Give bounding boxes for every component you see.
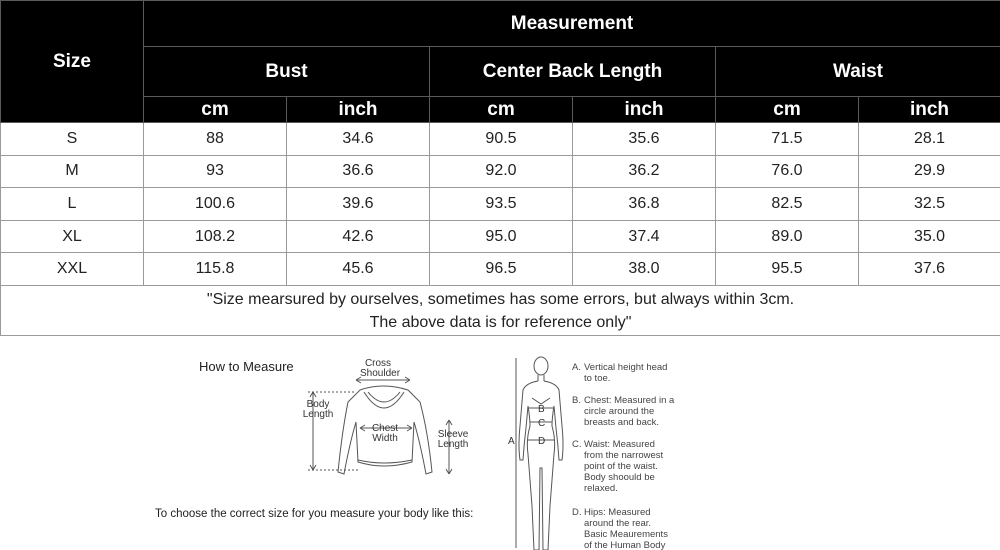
length-label: Length	[437, 439, 469, 450]
table-cell: 35.0	[859, 220, 1000, 253]
size-cell: XL	[1, 220, 144, 253]
table-cell: 82.5	[716, 188, 859, 221]
unit-header: inch	[287, 97, 430, 123]
instruction-d	[572, 507, 668, 550]
note-line: The above data is for reference only"	[369, 313, 632, 331]
instruction-line: from the narrowest	[584, 450, 664, 461]
instruction-line: Basic Meaurements	[584, 529, 668, 540]
size-cell: M	[1, 155, 144, 188]
unit-header: cm	[144, 97, 287, 123]
figure-letter-b: B	[538, 404, 545, 415]
instruction-line: Chest: Measured in a	[584, 395, 675, 406]
choose-size-instruction: To choose the correct size for you measure your body like this:	[155, 508, 474, 520]
table-cell: 89.0	[716, 220, 859, 253]
size-cell: XXL	[1, 253, 144, 286]
instruction-key: C.	[572, 439, 582, 450]
unit-header: cm	[716, 97, 859, 123]
table-cell: 96.5	[430, 253, 573, 286]
waist-header: Waist	[716, 47, 1000, 97]
instruction-line: Body shoould be	[584, 472, 655, 483]
unit-header: inch	[573, 97, 716, 123]
unit-header: inch	[859, 97, 1000, 123]
table-row	[1, 155, 1000, 188]
table-cell: 28.1	[859, 123, 1000, 156]
figure-letter-c: C	[538, 418, 546, 429]
instruction-line: around the rear.	[584, 518, 652, 529]
figure-letter-a: A	[508, 436, 515, 447]
table-cell: 90.5	[430, 123, 573, 156]
figure-letter-d: D	[538, 436, 546, 447]
instruction-line: Waist: Measured	[584, 439, 655, 450]
instruction-b	[572, 395, 675, 428]
instruction-line: circle around the	[584, 406, 655, 417]
instruction-key: D.	[572, 507, 582, 518]
table-cell: 88	[144, 123, 287, 156]
unit-header: cm	[430, 97, 573, 123]
instruction-line: of the Human Body	[584, 540, 666, 550]
length-label: Length	[302, 409, 334, 420]
table-cell: 35.6	[573, 123, 716, 156]
table-cell: 38.0	[573, 253, 716, 286]
instruction-line: relaxed.	[584, 483, 618, 494]
table-cell: 95.0	[430, 220, 573, 253]
table-cell: 93.5	[430, 188, 573, 221]
note-line: "Size mearsured by ourselves, sometimes has some errors, but always within 3cm.	[206, 290, 795, 308]
table-cell: 36.2	[573, 155, 716, 188]
table-row	[1, 220, 1000, 253]
bust-header: Bust	[144, 47, 430, 97]
instruction-line: breasts and back.	[584, 417, 659, 428]
table-cell: 95.5	[716, 253, 859, 286]
measurement-header: Measurement	[144, 1, 1000, 47]
sleeve-label: Sleeve	[437, 429, 469, 440]
how-to-measure-section	[0, 340, 1000, 550]
table-cell: 92.0	[430, 155, 573, 188]
reference-note	[1, 285, 1000, 335]
chest-label: Chest	[371, 423, 399, 434]
table-cell: 71.5	[716, 123, 859, 156]
table-cell: 32.5	[859, 188, 1000, 221]
table-cell: 36.6	[287, 155, 430, 188]
instruction-key: B.	[572, 395, 581, 406]
instruction-c	[572, 439, 664, 494]
table-row	[1, 253, 1000, 286]
size-cell: L	[1, 188, 144, 221]
shoulder-label: Shoulder	[360, 368, 401, 379]
center-back-length-header: Center Back Length	[430, 47, 716, 97]
table-row	[1, 188, 1000, 221]
table-cell: 42.6	[287, 220, 430, 253]
table-cell: 76.0	[716, 155, 859, 188]
instruction-key: A.	[572, 362, 581, 373]
width-label: Width	[372, 433, 398, 444]
table-cell: 37.6	[859, 253, 1000, 286]
instruction-line: Vertical height head	[584, 362, 668, 373]
table-cell: 100.6	[144, 188, 287, 221]
table-cell: 45.6	[287, 253, 430, 286]
instruction-a	[572, 362, 668, 384]
table-cell: 29.9	[859, 155, 1000, 188]
instruction-line: point of the waist.	[584, 461, 658, 472]
table-cell: 39.6	[287, 188, 430, 221]
cross-label: Cross	[364, 358, 392, 369]
how-to-measure-title: How to Measure	[199, 359, 294, 374]
table-cell: 37.4	[573, 220, 716, 253]
instruction-line: Hips: Measured	[584, 507, 651, 518]
body-label: Body	[306, 399, 330, 410]
table-cell: 108.2	[144, 220, 287, 253]
body-figure-icon	[508, 356, 572, 550]
instruction-line: to toe.	[584, 373, 611, 384]
table-cell: 115.8	[144, 253, 287, 286]
size-cell: S	[1, 123, 144, 156]
table-row	[1, 123, 1000, 156]
table-cell: 34.6	[287, 123, 430, 156]
size-header: Size	[1, 1, 144, 123]
table-cell: 93	[144, 155, 287, 188]
table-cell: 36.8	[573, 188, 716, 221]
